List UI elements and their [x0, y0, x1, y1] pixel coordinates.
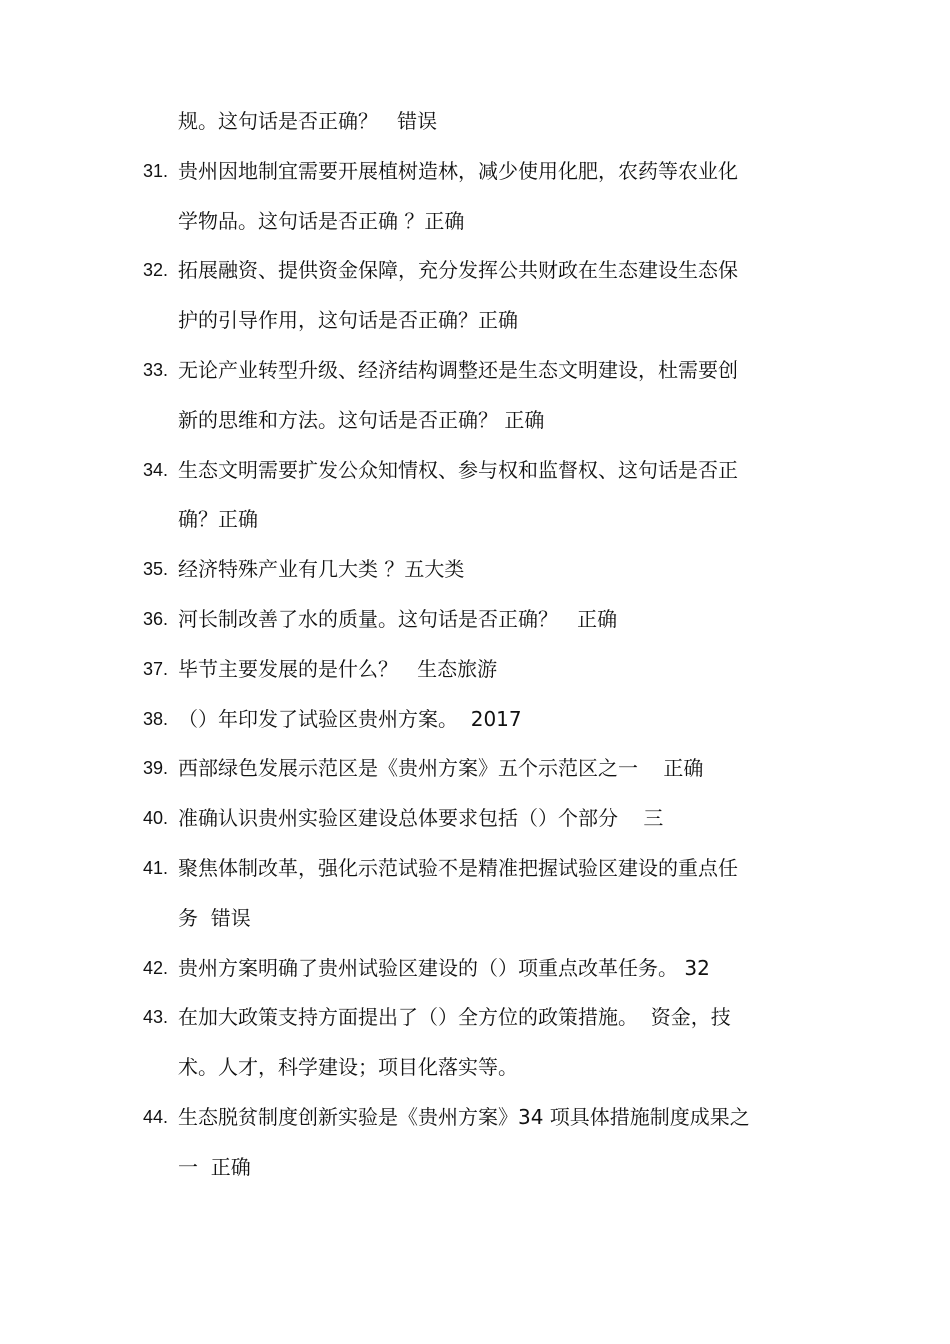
- question-text: 生态文明需要扩发公众知情权、参与权和监督权、这句话是否正: [178, 458, 738, 482]
- item-number: 40.: [143, 808, 169, 828]
- question-text-continued: 学物品。这句话是否正确 ？正确: [178, 209, 465, 233]
- question-text: （）年印发了试验区贵州方案。 2017: [178, 707, 522, 731]
- question-text-continued: 一 正确: [178, 1155, 251, 1179]
- item-number: 44.: [143, 1107, 169, 1127]
- question-text: 拓展融资、提供资金保障，充分发挥公共财政在生态建设生态保: [178, 258, 738, 282]
- question-text: 河长制改善了水的质量。这句话是否正确？ 正确: [178, 607, 618, 631]
- question-text: 无论产业转型升级、经济结构调整还是生态文明建设，杜需要创: [178, 358, 738, 382]
- question-text: 在加大政策支持方面提出了（）全方位的政策措施。 资金，技: [178, 1005, 731, 1029]
- question-text: 西部绿色发展示范区是《贵州方案》五个示范区之一 正确: [178, 756, 704, 780]
- item-number: 32.: [143, 260, 169, 280]
- item-number: 31.: [143, 161, 169, 181]
- question-text-continued: 规。这句话是否正确？ 错误: [178, 109, 438, 133]
- question-text: 生态脱贫制度创新实验是《贵州方案》34 项具体措施制度成果之: [178, 1105, 750, 1129]
- question-text-continued: 新的思维和方法。这句话是否正确？ 正确: [178, 408, 545, 432]
- item-number: 41.: [143, 858, 169, 878]
- question-text: 准确认识贵州实验区建设总体要求包括（）个部分 三: [178, 806, 664, 830]
- question-text: 经济特殊产业有几大类 ？五大类: [178, 557, 465, 581]
- question-text: 聚焦体制改革，强化示范试验不是精准把握试验区建设的重点任: [178, 856, 738, 880]
- question-text: 毕节主要发展的是什么？ 生态旅游: [178, 657, 498, 681]
- item-number: 37.: [143, 659, 169, 679]
- question-text-continued: 护的引导作用，这句话是否正确？正确: [178, 308, 518, 332]
- question-text-continued: 务 错误: [178, 906, 251, 930]
- item-number: 33.: [143, 360, 169, 380]
- item-number: 39.: [143, 758, 169, 778]
- item-number: 42.: [143, 958, 169, 978]
- question-text: 贵州方案明确了贵州试验区建设的（）项重点改革任务。 32: [178, 956, 710, 980]
- question-text-continued: 术。人才，科学建设；项目化落实等。: [178, 1055, 518, 1079]
- question-text-continued: 确？正确: [178, 507, 258, 531]
- item-number: 43.: [143, 1007, 169, 1027]
- item-number: 38.: [143, 709, 169, 729]
- item-number: 34.: [143, 460, 169, 480]
- item-number: 35.: [143, 559, 169, 579]
- item-number: 36.: [143, 609, 169, 629]
- question-text: 贵州因地制宜需要开展植树造林，减少使用化肥，农药等农业化: [178, 159, 738, 183]
